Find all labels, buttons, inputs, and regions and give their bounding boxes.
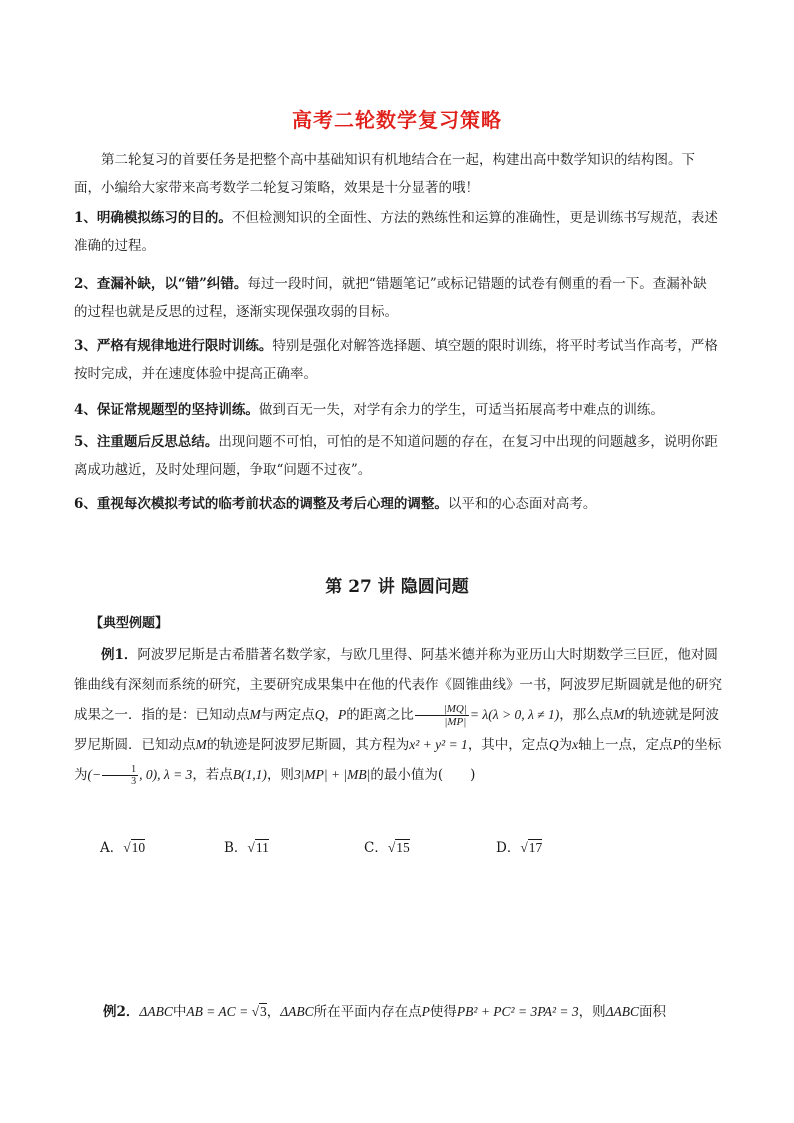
math-var: P — [672, 737, 681, 752]
math-expression: 3|MP| + |MB| — [293, 767, 371, 782]
math-expression: B(1,1) — [232, 767, 267, 782]
math-expression: ΔABC — [139, 1004, 173, 1019]
intro-paragraph: 第二轮复习的首要任务是把整个高中基础知识有机地结合在一起，构建出高中数学知识的结构图。下面，小编给大家带来高考数学二轮复习策略，效果是十分显著的哦！ — [74, 152, 695, 196]
radicand: 10 — [131, 840, 146, 855]
example-text: 的距离之比 — [346, 707, 414, 723]
math-expression: ΔABC — [280, 1004, 314, 1019]
sqrt-expression: √11 — [247, 840, 269, 855]
strategy-heading: 6、重视每次模拟考试的临考前状态的调整及考后心理的调整。 — [74, 496, 448, 512]
strategy-heading: 4、保证常规题型的坚持训练。 — [74, 402, 259, 418]
option-letter: D． — [496, 840, 521, 856]
example-text: 中 — [172, 1004, 187, 1020]
math-expression: AB = AC = — [186, 1004, 252, 1019]
example-text: ，则 — [266, 767, 294, 783]
example-text: ， — [266, 1004, 281, 1020]
math-var: x — [572, 737, 579, 752]
radicand: 11 — [255, 840, 269, 855]
strategy-body: 特别是强化对解答选择题、填空题的限时训练，将平时考试当作高考，严格按时完成，并在速度体验中提高正确率。 — [74, 338, 718, 382]
example-text: 与两定点 — [260, 707, 315, 723]
example-text: 的最小值为( ) — [370, 767, 476, 783]
example-text: ，若点 — [192, 767, 233, 783]
answer-options — [100, 836, 720, 860]
example-text: 为 — [558, 737, 573, 753]
math-var: M — [613, 707, 625, 722]
example-text: 阿波罗尼斯是古希腊著名数学家，与欧几里得、阿基米德并称为亚历山大时期数学三巨匠，他对圆锥曲线有深刻而系统的研究，主要研究成果集中在他的代表作《圆锥曲线》一书，阿波罗尼斯圆就是他的研究成果之一．指的是：已知动点 — [74, 647, 722, 723]
example-text: 轴上一点，定点 — [578, 737, 673, 753]
strategy-body: 做到百无一失，对学有余力的学生，可适当拓展高考中难点的训练。 — [258, 402, 664, 418]
page-title: 高考二轮数学复习策略 — [292, 108, 502, 132]
sqrt-expression: √3 — [251, 1004, 267, 1019]
math-expression: (− — [87, 767, 102, 782]
math-var: M — [195, 737, 207, 752]
sqrt-expression: √10 — [123, 840, 146, 855]
option-letter: B． — [224, 840, 248, 856]
option-c — [364, 836, 410, 856]
math-expression: , 0), λ = 3 — [139, 767, 193, 782]
example-text: 使得 — [429, 1004, 457, 1020]
math-var: M — [249, 707, 261, 722]
strategy-item-1 — [74, 204, 720, 260]
example-text: ，那么点 — [559, 707, 614, 723]
radicand: 15 — [396, 840, 410, 855]
fraction-numerator: |MQ| — [415, 703, 469, 716]
math-expression: ΔABC — [605, 1004, 640, 1019]
strategy-item-4 — [74, 396, 720, 424]
strategy-body: 不但检测知识的全面性、方法的熟练性和运算的准确性，更是训练书写规范，表述准确的过程。 — [74, 210, 718, 254]
coord-fraction — [102, 764, 138, 787]
strategy-heading: 1、明确模拟练习的目的。 — [74, 210, 232, 226]
fraction-denominator: |MP| — [444, 716, 467, 728]
option-d — [496, 836, 542, 856]
sqrt-expression: √15 — [387, 840, 410, 855]
strategy-body: 出现问题不可怕，可怕的是不知道问题的存在，在复习中出现的问题越多，说明你距离成功越近，及时处理问题，争取“问题不过夜”。 — [74, 434, 718, 478]
math-var: P — [338, 707, 347, 722]
strategy-heading: 5、注重题后反思总结。 — [74, 434, 219, 450]
example-text: 的轨迹就是阿波罗尼斯圆．已知动点 — [74, 707, 719, 753]
example-text: 所在平面内存在点 — [313, 1004, 422, 1020]
radicand: 17 — [528, 840, 543, 855]
fraction-numerator: 1 — [102, 764, 138, 776]
math-expression: PB² + PC² = 3PA² = 3 — [456, 1004, 579, 1019]
strategy-item-6 — [74, 490, 720, 518]
example-text: ，则 — [578, 1004, 606, 1020]
strategy-item-3 — [74, 332, 720, 388]
section-label: 【典型例题】 — [90, 616, 169, 631]
option-letter: C． — [364, 840, 388, 856]
strategy-item-5 — [74, 428, 720, 484]
example-text: 的轨迹是阿波罗尼斯圆，其方程为 — [206, 737, 410, 753]
example-text: ， — [324, 707, 338, 723]
strategy-heading: 3、严格有规律地进行限时训练。 — [74, 338, 273, 354]
example-1 — [74, 640, 722, 790]
ratio-fraction — [415, 703, 469, 728]
example-label: 例2． — [103, 1004, 140, 1020]
fraction-denominator: 3 — [131, 776, 137, 787]
sqrt-expression: √17 — [520, 840, 543, 855]
strategy-body: 以平和的心态面对高考。 — [447, 496, 597, 512]
option-a — [100, 836, 145, 856]
option-letter: A． — [100, 840, 124, 856]
example-text: 的坐标为 — [74, 737, 722, 783]
math-expression: x² + y² = 1 — [409, 737, 468, 752]
math-var: Q — [548, 737, 559, 752]
strategy-heading: 2、查漏补缺，以“错”纠错。 — [74, 276, 248, 292]
example-text: ，其中，定点 — [467, 737, 549, 753]
radicand: 3 — [259, 1004, 267, 1019]
math-var: P — [421, 1004, 430, 1019]
example-2 — [103, 998, 723, 1026]
lecture-title: 第 27 讲 隐圆问题 — [325, 577, 469, 597]
example-text: 面积 — [639, 1004, 667, 1020]
strategy-item-2 — [74, 270, 720, 326]
example-label: 例1． — [101, 647, 138, 663]
strategy-body: 每过一段时间，就把“错题笔记”或标记错题的试卷有侧重的看一下。查漏补缺的过程也就是反思的过程，逐渐实现保强攻弱的目标。 — [74, 276, 707, 320]
option-b — [224, 836, 269, 856]
math-var: Q — [314, 707, 325, 722]
math-expression: = λ(λ > 0, λ ≠ 1) — [469, 707, 560, 722]
